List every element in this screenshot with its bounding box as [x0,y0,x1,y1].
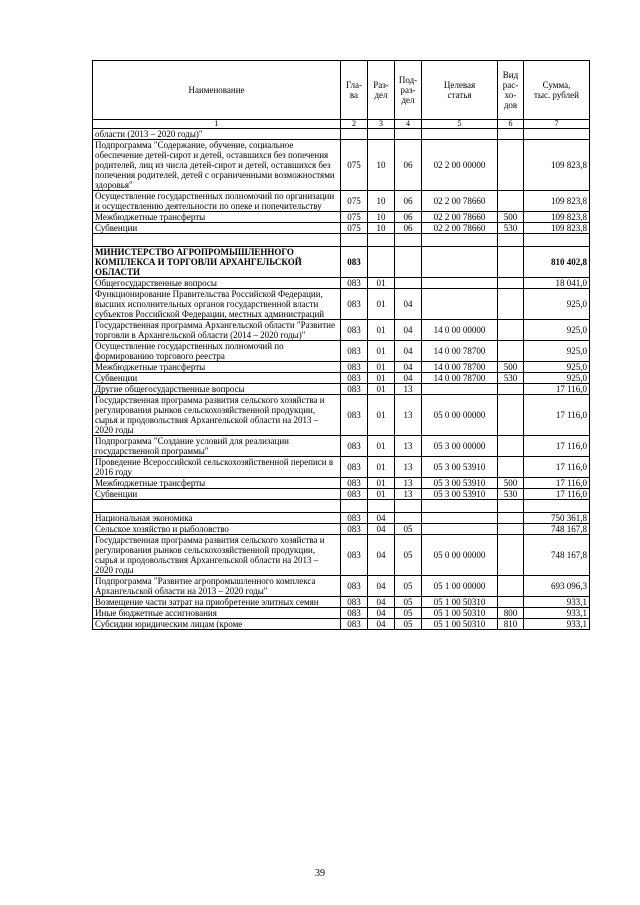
row-expense [498,289,524,320]
row-section: 01 [368,436,395,457]
row-section: 01 [368,478,395,489]
header-amount: Сумма, тыс. рублей [524,61,590,120]
table-row [93,489,590,500]
header-subsection: Под- раз- дел [395,61,422,120]
row-section: 01 [368,320,395,341]
page-number: 39 [315,868,325,879]
row-subsection: 05 [395,619,422,630]
row-chapter: 083 [341,384,368,395]
table-row [93,289,590,320]
row-chapter [341,129,368,140]
row-section: 01 [368,395,395,436]
row-amount: 925,0 [524,362,590,373]
table-row [93,320,590,341]
row-section: 10 [368,140,395,191]
row-name: Возмещение части затрат на приобретение элитных семян [93,597,341,608]
row-amount: 925,0 [524,341,590,362]
row-target [422,289,498,320]
header-target: Целевая статья [422,61,498,120]
table-row [93,608,590,619]
table-row [93,436,590,457]
row-expense [498,436,524,457]
row-name: Осуществление государственных полномочий по организации и осуществлению деятельности по опеке и попечительству [93,191,341,212]
row-name: Осуществление государственных полномочий по формированию торгового реестра [93,341,341,362]
table-row [93,362,590,373]
row-name: Государственная программа Архангельской области "Развитие торговли в Архангельской области (2014 – 2020 годы)" [93,320,341,341]
row-expense [498,341,524,362]
row-amount: 925,0 [524,320,590,341]
row-section: 04 [368,535,395,576]
row-amount: 17 116,0 [524,384,590,395]
row-amount: 693 096,3 [524,576,590,597]
row-expense [498,395,524,436]
row-subsection: 04 [395,341,422,362]
column-number: 7 [524,120,590,129]
row-name: Субвенции [93,223,341,234]
row-chapter: 083 [341,395,368,436]
row-target [422,524,498,535]
budget-table [92,60,590,630]
row-section: 01 [368,362,395,373]
row-amount [524,234,590,247]
table-row [93,384,590,395]
row-target [422,129,498,140]
row-expense: 530 [498,223,524,234]
row-amount: 109 823,8 [524,212,590,223]
row-expense [498,320,524,341]
table-row [93,524,590,535]
row-chapter: 083 [341,597,368,608]
row-name: Субвенции [93,489,341,500]
row-name: Подпрограмма "Содержание, обучение, социальное обеспечение детей-сирот и детей, оставшихся без попечения родителей, лиц из числа детей-сирот и детей, оставшихся без попечения родителей, детей с ограниченными возможностями здоровья" [93,140,341,191]
row-name: Подпрограмма "Создание условий для реализации государственной программы" [93,436,341,457]
row-amount: 109 823,8 [524,223,590,234]
row-amount [524,500,590,513]
row-target: 14 0 00 78700 [422,362,498,373]
row-section: 04 [368,524,395,535]
row-target: 02 2 00 78660 [422,223,498,234]
row-name: Национальная экономика [93,513,341,524]
row-amount: 17 116,0 [524,395,590,436]
row-amount: 17 116,0 [524,489,590,500]
column-number: 6 [498,120,524,129]
row-target: 05 3 00 53910 [422,457,498,478]
row-chapter [341,500,368,513]
row-amount: 933,1 [524,619,590,630]
row-expense [498,140,524,191]
row-section: 04 [368,513,395,524]
row-expense: 800 [498,608,524,619]
column-number: 1 [93,120,341,129]
row-expense: 810 [498,619,524,630]
row-name: Функционирование Правительства Российской Федерации, высших исполнительных органов государственной власти субъектов Российской Федерации, местных администраций [93,289,341,320]
row-chapter: 083 [341,457,368,478]
row-subsection: 04 [395,362,422,373]
row-expense [498,576,524,597]
row-expense [498,191,524,212]
header-section: Раз- дел [368,61,395,120]
row-subsection: 05 [395,597,422,608]
row-expense [498,384,524,395]
row-amount: 18 041,0 [524,278,590,289]
row-section [368,247,395,278]
row-amount: 750 361,8 [524,513,590,524]
row-name [93,500,341,513]
row-amount: 925,0 [524,373,590,384]
row-subsection: 13 [395,384,422,395]
row-chapter: 075 [341,223,368,234]
row-chapter: 083 [341,524,368,535]
row-name: Проведение Всероссийской сельскохозяйственной переписи в 2016 году [93,457,341,478]
row-expense: 500 [498,478,524,489]
row-subsection [395,129,422,140]
row-subsection: 13 [395,489,422,500]
row-subsection: 05 [395,524,422,535]
row-subsection: 13 [395,478,422,489]
row-name: Иные бюджетные ассигнования [93,608,341,619]
row-chapter: 083 [341,489,368,500]
row-name: Общегосударственные вопросы [93,278,341,289]
row-target: 02 2 00 00000 [422,140,498,191]
header-name: Наименование [93,61,341,120]
column-number-row [93,120,590,129]
row-section: 01 [368,341,395,362]
row-name: МИНИСТЕРСТВО АГРОПРОМЫШЛЕННОГО КОМПЛЕКСА И ТОРГОВЛИ АРХАНГЕЛЬСКОЙ ОБЛАСТИ [93,247,341,278]
row-chapter: 083 [341,436,368,457]
row-target [422,234,498,247]
table-row [93,223,590,234]
row-section: 10 [368,191,395,212]
header-row [93,61,590,120]
table-row [93,140,590,191]
row-target [422,500,498,513]
row-amount: 748 167,8 [524,524,590,535]
row-amount: 109 823,8 [524,140,590,191]
row-subsection: 06 [395,140,422,191]
row-name: Сельское хозяйство и рыболовство [93,524,341,535]
row-target: 14 0 00 78700 [422,373,498,384]
table-row [93,212,590,223]
row-expense: 530 [498,489,524,500]
row-name: области (2013 – 2020 годы)" [93,129,341,140]
row-subsection: 04 [395,320,422,341]
header-chapter: Гла- ва [341,61,368,120]
row-chapter: 083 [341,373,368,384]
row-amount: 810 402,8 [524,247,590,278]
row-section: 04 [368,619,395,630]
row-section: 01 [368,384,395,395]
table-row [93,373,590,384]
row-expense [498,278,524,289]
row-subsection [395,500,422,513]
table-row [93,478,590,489]
row-target: 14 0 00 78700 [422,341,498,362]
row-expense: 530 [498,373,524,384]
row-section: 10 [368,223,395,234]
row-chapter: 083 [341,619,368,630]
row-target: 02 2 00 78660 [422,212,498,223]
row-chapter: 083 [341,535,368,576]
row-chapter: 083 [341,320,368,341]
row-target [422,513,498,524]
row-target: 05 1 00 00000 [422,576,498,597]
row-chapter: 083 [341,608,368,619]
row-subsection [395,278,422,289]
row-expense [498,524,524,535]
row-chapter: 083 [341,576,368,597]
row-section: 04 [368,597,395,608]
row-expense [498,247,524,278]
row-chapter [341,234,368,247]
row-subsection [395,234,422,247]
row-section: 01 [368,289,395,320]
header-expense: Вид рас- хо- дов [498,61,524,120]
table-row [93,247,590,278]
row-name: Межбюджетные трансферты [93,362,341,373]
row-section [368,234,395,247]
row-chapter: 083 [341,289,368,320]
row-amount: 17 116,0 [524,478,590,489]
row-name: Подпрограмма "Развитие агропромышленного комплекса Архангельской области на 2013 – 2020 годы" [93,576,341,597]
table-row [93,395,590,436]
row-name: Другие общегосударственные вопросы [93,384,341,395]
column-number: 5 [422,120,498,129]
row-chapter: 083 [341,247,368,278]
row-section: 01 [368,489,395,500]
row-target: 05 3 00 00000 [422,436,498,457]
row-subsection: 13 [395,457,422,478]
row-subsection: 05 [395,576,422,597]
row-target: 05 0 00 00000 [422,535,498,576]
column-number: 3 [368,120,395,129]
row-amount [524,129,590,140]
row-name [93,234,341,247]
row-subsection: 05 [395,535,422,576]
row-section: 01 [368,457,395,478]
row-expense [498,597,524,608]
row-chapter: 075 [341,191,368,212]
row-section: 04 [368,608,395,619]
row-amount: 17 116,0 [524,457,590,478]
row-amount: 933,1 [524,608,590,619]
row-chapter: 083 [341,362,368,373]
table-row [93,513,590,524]
row-chapter: 075 [341,212,368,223]
row-target: 05 3 00 53910 [422,478,498,489]
row-section: 01 [368,278,395,289]
row-target: 14 0 00 00000 [422,320,498,341]
table-row [93,535,590,576]
row-amount: 925,0 [524,289,590,320]
row-expense: 500 [498,212,524,223]
row-target [422,247,498,278]
table-row [93,191,590,212]
row-chapter: 083 [341,341,368,362]
table-row [93,341,590,362]
row-subsection: 04 [395,289,422,320]
blank-row [93,234,590,247]
row-expense [498,500,524,513]
row-chapter: 083 [341,278,368,289]
row-subsection [395,247,422,278]
table-row [93,597,590,608]
row-section: 10 [368,212,395,223]
row-expense [498,234,524,247]
row-subsection: 04 [395,373,422,384]
row-subsection: 06 [395,223,422,234]
row-name: Государственная программа развития сельского хозяйства и регулирования рынков сельскохозяйственной продукции, сырья и продовольствия Архангельской области на 2013 – 2020 годы [93,535,341,576]
row-section: 04 [368,576,395,597]
table-row [93,129,590,140]
table-row [93,619,590,630]
row-subsection: 06 [395,191,422,212]
row-section: 01 [368,373,395,384]
row-expense [498,513,524,524]
row-name: Субвенции [93,373,341,384]
column-number: 2 [341,120,368,129]
row-chapter: 075 [341,140,368,191]
row-amount: 748 167,8 [524,535,590,576]
row-subsection: 13 [395,395,422,436]
row-expense [498,535,524,576]
table-row [93,576,590,597]
row-section [368,500,395,513]
row-target [422,384,498,395]
row-target: 02 2 00 78660 [422,191,498,212]
row-subsection: 06 [395,212,422,223]
row-amount: 109 823,8 [524,191,590,212]
row-name: Межбюджетные трансферты [93,212,341,223]
row-name: Межбюджетные трансферты [93,478,341,489]
row-subsection: 13 [395,436,422,457]
row-chapter: 083 [341,513,368,524]
row-expense [498,129,524,140]
row-section [368,129,395,140]
row-expense: 500 [498,362,524,373]
row-target [422,278,498,289]
row-chapter: 083 [341,478,368,489]
row-target: 05 1 00 50310 [422,597,498,608]
row-amount: 933,1 [524,597,590,608]
row-target: 05 1 00 50310 [422,619,498,630]
row-name: Государственная программа развития сельского хозяйства и регулирования рынков сельскохозяйственной продукции, сырья и продовольствия Архангельской области на 2013 – 2020 годы [93,395,341,436]
row-target: 05 1 00 50310 [422,608,498,619]
row-subsection: 05 [395,608,422,619]
table-row [93,278,590,289]
row-expense [498,457,524,478]
row-target: 05 3 00 53910 [422,489,498,500]
row-name: Субсидии юридическим лицам (кроме [93,619,341,630]
blank-row [93,500,590,513]
row-target: 05 0 00 00000 [422,395,498,436]
column-number: 4 [395,120,422,129]
row-amount: 17 116,0 [524,436,590,457]
table-row [93,457,590,478]
row-subsection [395,513,422,524]
